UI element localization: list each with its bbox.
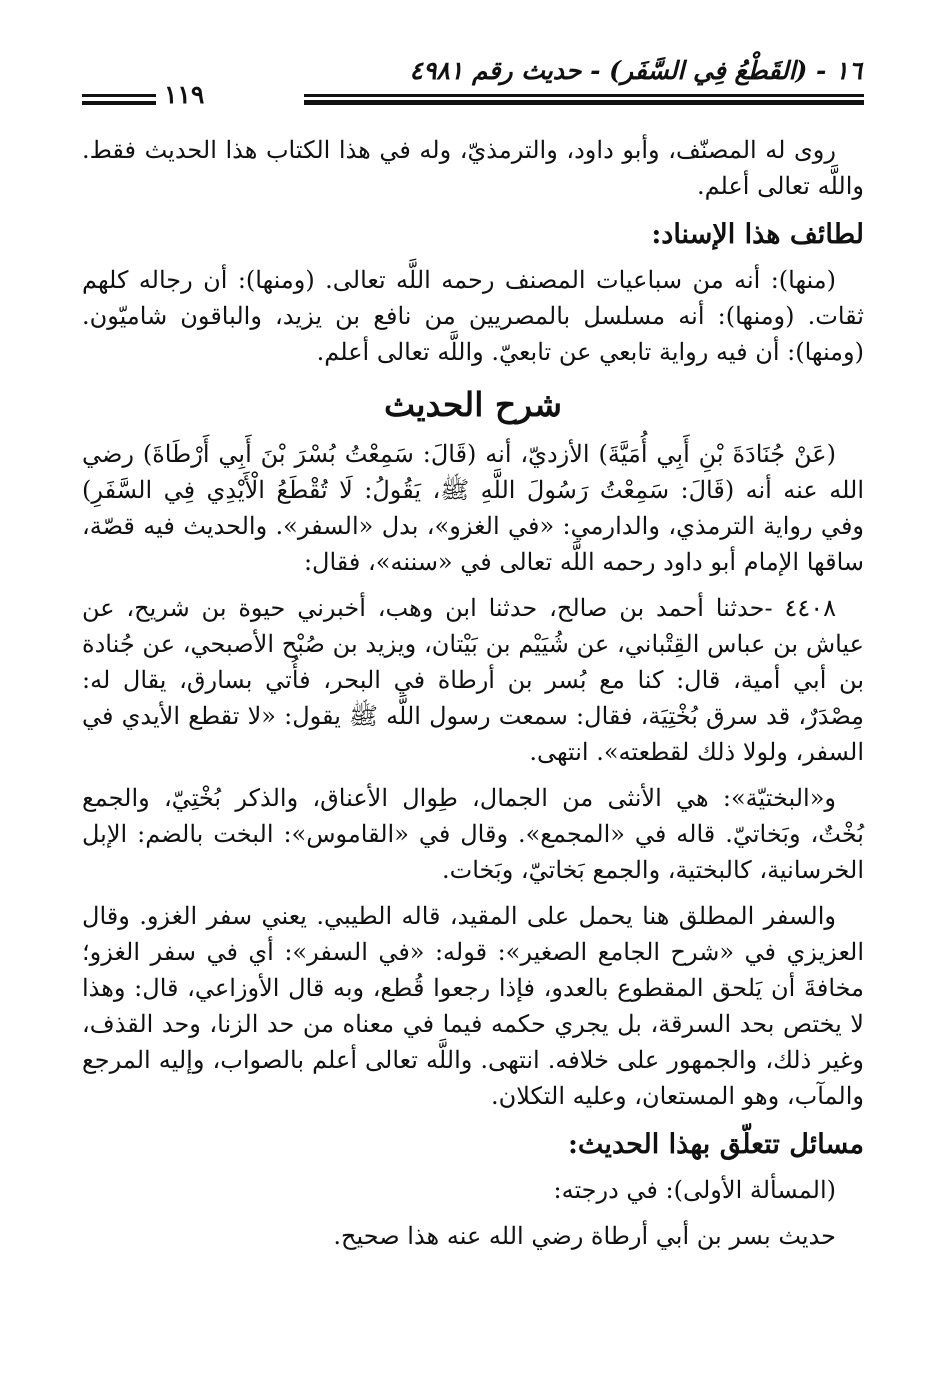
paragraph-lataif: (منها): أنه من سباعيات المصنف رحمه اللَّه تعالى. (ومنها): أن رجاله كلهم ثقات. (ومنها): أنه مسلسل بالمصريين من نافع بن يزيد، والباقون شاميّون. (ومنها): أن فيه رواية تابعي عن تابعيّ. واللَّه تعالى أعلم.: [82, 266, 864, 366]
page-number-rule-bottom: [82, 101, 156, 105]
page-number-rule-top: [82, 94, 156, 97]
page-header: [82, 50, 864, 108]
paragraph-masala-ula: (المسألة الأولى): في درجته:: [553, 1176, 836, 1204]
paragraph-hadith-text: (عَنْ جُنَادَةَ بْنِ أَبِي أُمَيَّةَ) الأزديّ، أنه (قَالَ: سَمِعْتُ بُسْرَ بْنَ أَبِي أَرْطَاةَ) رضي الله عنه أنه (قَالَ: سَمِعْتُ رَسُولَ اللَّهِ ﷺ، يَقُولُ: لَا تُقْطَعُ الْأَيْدِي فِي السَّفَرِ) وفي رواية الترمذي، والدارمي: «في الغزو»، بدل «السفر». والحديث فيه قصّة، ساقها الإمام أبو داود رحمه اللَّه تعالى في «سننه»، فقال:: [82, 440, 864, 576]
paragraph-bukhtiyya: و«البختيّة»: هي الأنثى من الجمال، طِوال الأعناق، والذكر بُخْتِيّ، والجمع بُخْتٌ، وبَخاتيّ. قاله في «المجمع». وقال في «القاموس»: البخت بالضم: الإبل الخرسانية، كالبختية، والجمع بَخاتيّ، وبَخات.: [82, 784, 864, 884]
paragraph-narrators: روى له المصنّف، وأبو داود، والترمذيّ، وله في هذا الكتاب هذا الحديث فقط. واللَّه تعالى أعلم.: [82, 136, 864, 200]
page-content: [82, 132, 864, 1254]
running-title: ١٦ - (القَطْعُ فِي السَّفَر) - حديث رقم ٤٩٨١: [409, 56, 862, 85]
page-number: ١١٩: [164, 80, 205, 109]
paragraph-abu-dawud: ٤٤٠٨ -حدثنا أحمد بن صالح، حدثنا ابن وهب، أخبرني حيوة بن شريح، عن عياش بن عباس القِتْباني، عن شُيَيْم بن بَيْتان، ويزيد بن صُبْح الأصبحي، عن جُنادة بن أبي أمية، قال: كنا مع بُسر بن أرطاة في البحر، فأُتي بسارق، يقال له: مِصْدَرٌ، قد سرق بُخْتِيَة، فقال: سمعت رسول اللَّه ﷺ يقول: «لا تقطع الأيدي في السفر، ولولا ذلك لقطعته». انتهى.: [82, 594, 864, 766]
paragraph-safar: والسفر المطلق هنا يحمل على المقيد، قاله الطيبي. يعني سفر الغزو. وقال العزيزي في «شرح الجامع الصغير»: قوله: «في السفر»: أي في سفر الغزو؛ مخافةَ أن يَلحق المقطوع بالعدو، فإذا رجعوا قُطع، وبه قال الأوزاعي، قال: وهذا لا يختص بحد السرقة، بل يجري حكمه فيما في معناه من حد الزنا، وحد القذف، وغير ذلك، والجمهور على خلافه. انتهى. واللَّه تعالى أعلم بالصواب، وإليه المرجع والمآب، وهو المستعان، وعليه التكلان.: [82, 902, 864, 1110]
book-page: [82, 50, 864, 1254]
header-rule-thin: [304, 94, 864, 97]
heading-masail: مسائل تتعلّق بهذا الحديث:: [567, 1129, 864, 1160]
heading-lataif: لطائف هذا الإسناد:: [651, 219, 864, 250]
paragraph-daraja: حديث بسر بن أبي أرطاة رضي الله عنه هذا صحيح.: [333, 1222, 836, 1250]
heading-sharh: شرح الحديث: [383, 385, 563, 424]
header-rule-thick: [304, 100, 864, 105]
